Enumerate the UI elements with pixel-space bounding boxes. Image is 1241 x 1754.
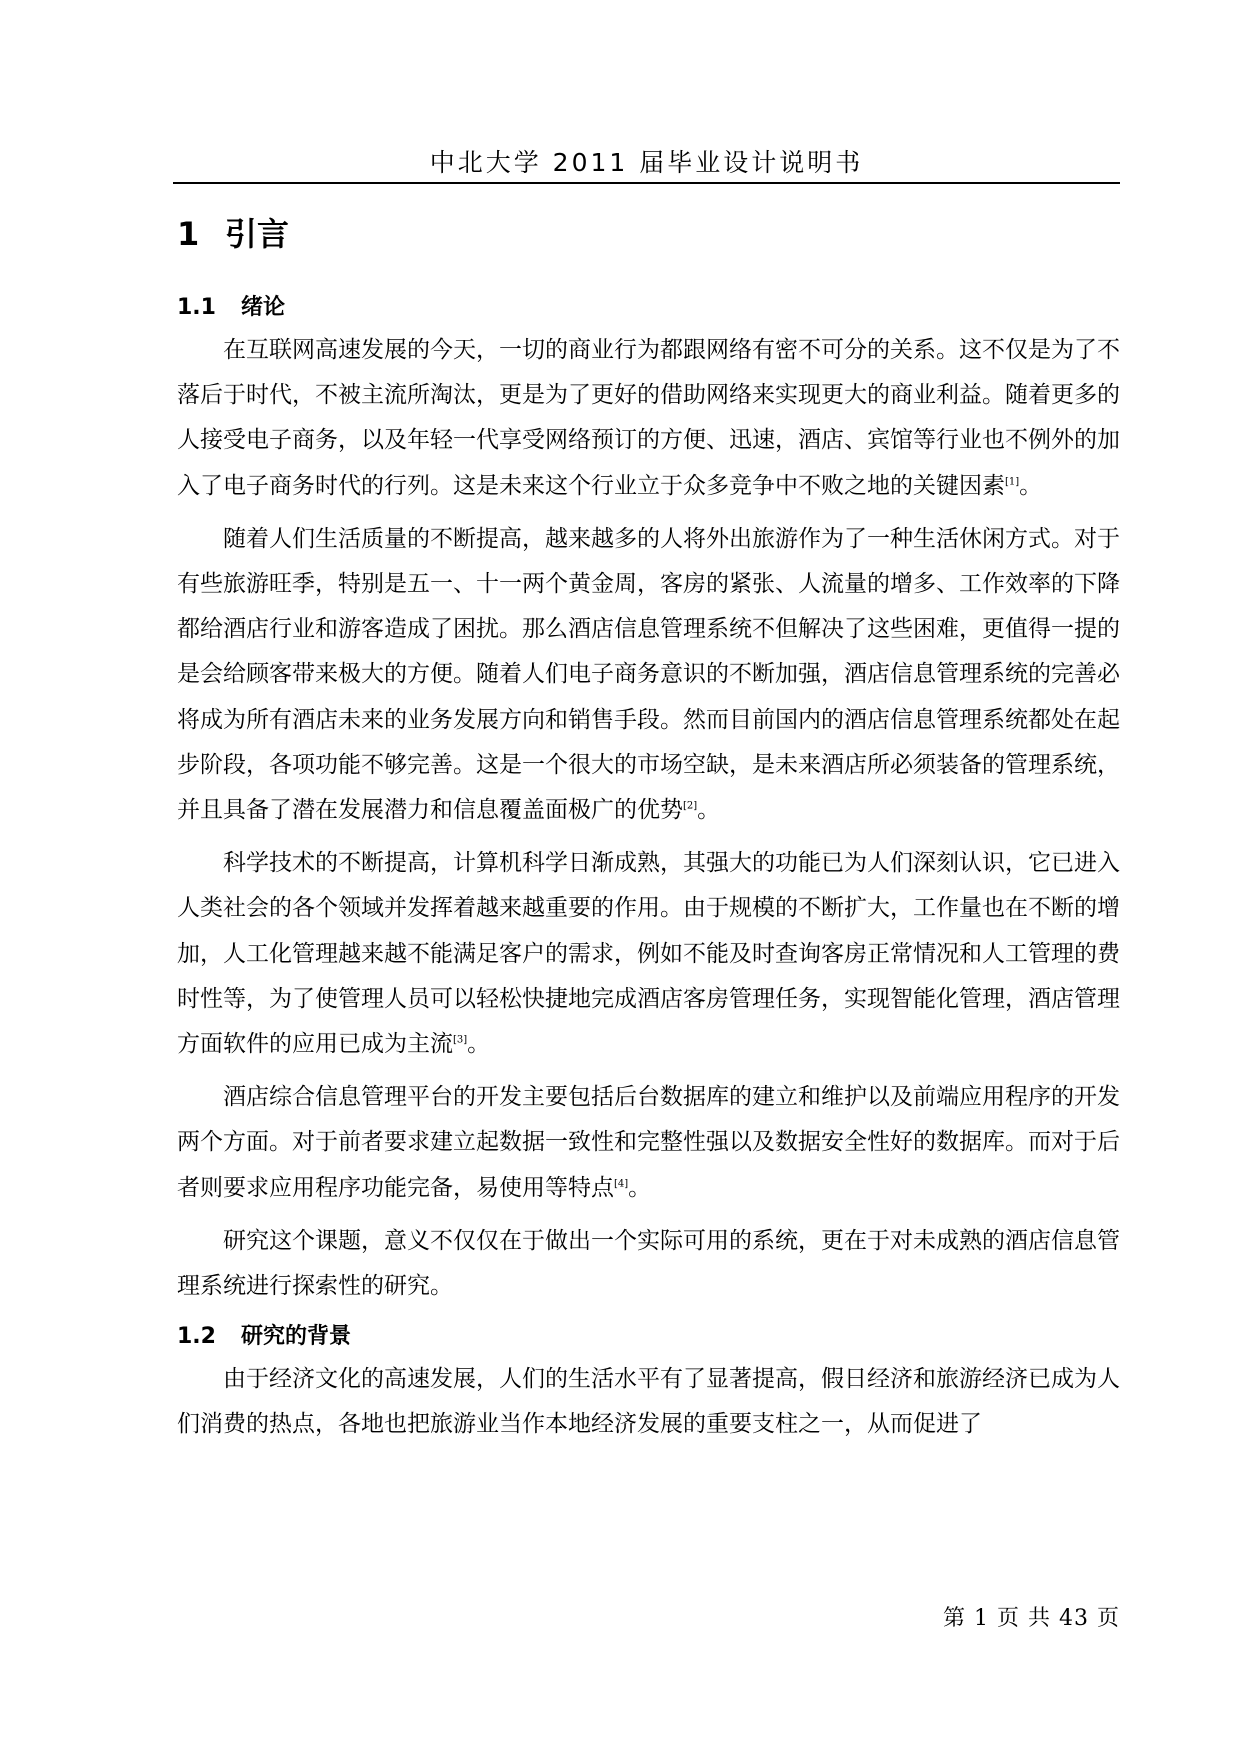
paragraph (177, 1219, 1120, 1309)
section-title (177, 288, 1120, 328)
paragraph (177, 1075, 1120, 1211)
paragraph-text: 随着人们生活质量的不断提高，越来越多的人将外出旅游作为了一种生活休闲方式。对于有些旅游旺季，特别是五一、十一两个黄金周，客房的紧张、人流量的增多、工作效率的下降都给酒店行业和游客造成了困扰。那么酒店信息管理系统不但解决了这些困难，更值得一提的是会给顾客带来极大的方便。随着人们电子商务意识的不断加强，酒店信息管理系统的完善必将成为所有酒店未来的业务发展方向和销售手段。然而目前国内的酒店信息管理系统都处在起步阶段，各项功能不够完善。这是一个很大的市场空缺，是未来酒店所必须装备的管理系统，并且具备了潜在发展潜力和信息覆盖面极广的优势 (177, 525, 1120, 824)
paragraph (177, 1357, 1120, 1447)
paragraph-text: 研究这个课题，意义不仅仅在于做出一个实际可用的系统，更在于对未成熟的酒店信息管理系统进行探索性的研究。 (177, 1227, 1120, 1300)
paragraph-text: 科学技术的不断提高，计算机科学日渐成熟，其强大的功能已为人们深刻认识，它已进入人类社会的各个领域并发挥着越来越重要的作用。由于规模的不断扩大，工作量也在不断的增加，人工化管理越来越不能满足客户的需求，例如不能及时查询客房正常情况和人工管理的费时性等，为了使管理人员可以轻松快捷地完成酒店客房管理任务，实现智能化管理，酒店管理方面软件的应用已成为主流 (177, 850, 1120, 1058)
page-footer: 第 1 页 共 43 页 (943, 1606, 1120, 1631)
page-content (177, 210, 1120, 1456)
paragraph-text: 在互联网高速发展的今天，一切的商业行为都跟网络有密不可分的关系。这不仅是为了不落后于时代，不被主流所淘汰，更是为了更好的借助网络来实现更大的商业利益。随着更多的人接受电子商务，以及年轻一代享受网络预订的方便、迅速，酒店、宾馆等行业也不例外的加入了电子商务时代的行列。这是未来这个行业立于众多竞争中不败之地的关键因素 (177, 337, 1120, 499)
paragraph-end: 。 (697, 797, 721, 824)
section-number: 1.2 (177, 1324, 216, 1350)
chapter-title-text: 引言 (225, 215, 290, 253)
paragraph-end: 。 (628, 1174, 652, 1201)
section-title-text: 研究的背景 (241, 1324, 352, 1350)
section-title (177, 1317, 1120, 1357)
paragraph (177, 841, 1120, 1067)
section-number: 1.1 (177, 295, 216, 320)
section-title-text: 绪论 (241, 295, 286, 320)
paragraph-end: 。 (467, 1031, 491, 1058)
running-header: 中北大学 2011 届毕业设计说明书 (429, 148, 864, 177)
citation-marker: [4] (614, 1178, 629, 1189)
citation-marker: [1] (1005, 475, 1020, 487)
paragraph (177, 328, 1120, 509)
chapter-title (177, 210, 1120, 258)
paragraph-end: 。 (1019, 472, 1043, 499)
chapter-number: 1 (177, 215, 200, 253)
citation-marker: [2] (683, 800, 698, 812)
paragraph-text: 由于经济文化的高速发展，人们的生活水平有了显著提高，假日经济和旅游经济已成为人们消费的热点，各地也把旅游业当作本地经济发展的重要支柱之一，从而促进了 (177, 1366, 1120, 1438)
paragraph-text: 酒店综合信息管理平台的开发主要包括后台数据库的建立和维护以及前端应用程序的开发两个方面。对于前者要求建立起数据一致性和完整性强以及数据安全性好的数据库。而对于后者则要求应用程序功能完备，易使用等特点 (177, 1084, 1120, 1201)
header-rule (173, 182, 1120, 184)
citation-marker: [3] (453, 1034, 468, 1046)
paragraph (177, 517, 1120, 833)
